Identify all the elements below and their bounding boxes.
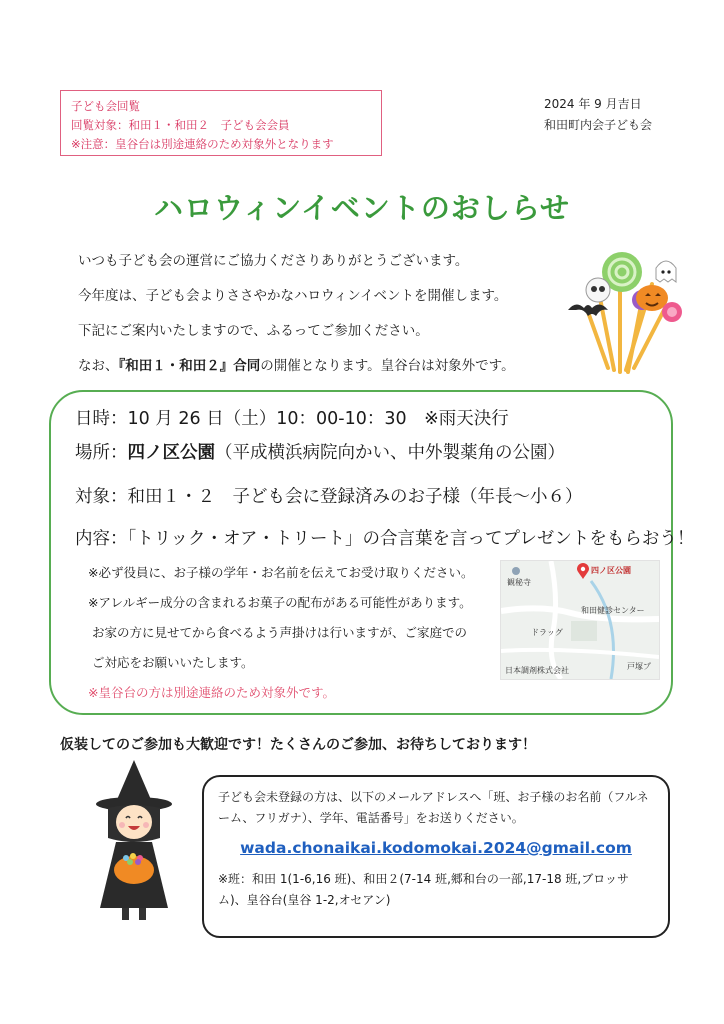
costume-welcome: 仮装してのご参加も大歓迎です！たくさんのご参加、お待ちしております！ — [60, 737, 536, 753]
notice-caution: ※注意：皇谷台は別途連絡のため対象外となります — [71, 137, 334, 151]
note-line: ※必ず役員に、お子様の学年・お名前を伝えてお受け取りください。 — [88, 565, 474, 580]
map-temple-label: 観秘寺 — [507, 578, 531, 587]
park-map — [500, 560, 660, 680]
notice-heading: 子ども会回覧 — [71, 99, 140, 113]
contact-email-link[interactable]: wada.chonaikai.kodomokai.2024@gmail.com — [240, 839, 632, 857]
event-notes — [88, 563, 473, 713]
issue-date: 2024 年 9 月吉日 — [544, 97, 642, 111]
intro-text — [78, 250, 515, 390]
witch-girl-icon — [86, 758, 182, 924]
intro-line: なお、『和田１・和田２』合同の開催となります。皇谷台は対象外です。 — [78, 358, 515, 374]
map-store-label: ドラッグ — [531, 628, 563, 637]
map-park-label: 四ノ区公園 — [591, 566, 631, 575]
map-bottom-label: 日本調剤株式会社 — [505, 666, 569, 675]
issuer-org: 和田町内会子ども会 — [544, 118, 653, 132]
note-exclusion: ※皇谷台の方は別途連絡のため対象外です。 — [88, 685, 335, 700]
intro-line: 今年度は、子ども会よりささやかなハロウィンイベントを開催します。 — [78, 288, 508, 304]
event-place: 場所：四ノ区公園（平成横浜病院向かい、中外製薬角の公園） — [75, 443, 565, 463]
halloween-candy-icon — [560, 248, 692, 376]
note-line: お家の方に見せてから食べるよう声掛けは行いますが、ご家庭での — [92, 625, 468, 640]
intro-line: 下記にご案内いたしますので、ふるってご参加ください。 — [78, 323, 429, 339]
map-pin-icon — [577, 563, 589, 579]
map-center-label: 和田健診センター — [581, 606, 645, 615]
group-list: ※班：和田 1(1-6,16 班)、和田２(7-14 班,郷和台の一部,17-18 班,ブロッサム)、皇谷台(皇谷 1-2,オセアン) — [218, 872, 629, 907]
registration-contact-box — [202, 775, 670, 938]
issuer-block — [544, 94, 652, 136]
event-datetime: 日時：10 月 26 日（土）10：00-10：30 ※雨天決行 — [75, 409, 509, 429]
joint-event-emphasis: 『和田１・和田２』合同 — [118, 358, 261, 374]
event-target: 対象：和田１・２ 子ども会に登録済みのお子様（年長～小６） — [75, 487, 583, 507]
contact-instructions: 子ども会未登録の方は、以下のメールアドレスへ「班、お子様のお名前（フルネーム、フリガナ）、学年、電話番号」をお送りください。 — [218, 790, 649, 825]
circulation-notice — [60, 90, 382, 156]
note-line: ※アレルギー成分の含まれるお菓子の配布がある可能性があります。 — [88, 595, 472, 610]
intro-line: いつも子ども会の運営にご協力くださりありがとうございます。 — [78, 253, 469, 269]
event-content: 内容：「トリック・オア・トリート」の合言葉を言ってプレゼントをもらおう！ — [75, 529, 695, 549]
notice-target: 回覧対象：和田１・和田２ 子ども会会員 — [71, 118, 290, 132]
map-right-label: 戸塚プ — [627, 662, 651, 671]
note-line: ご対応をお願いいたします。 — [92, 655, 254, 670]
park-name: 四ノ区公園 — [127, 443, 215, 463]
page-title: ハロウィンイベントのおしらせ — [154, 191, 570, 225]
